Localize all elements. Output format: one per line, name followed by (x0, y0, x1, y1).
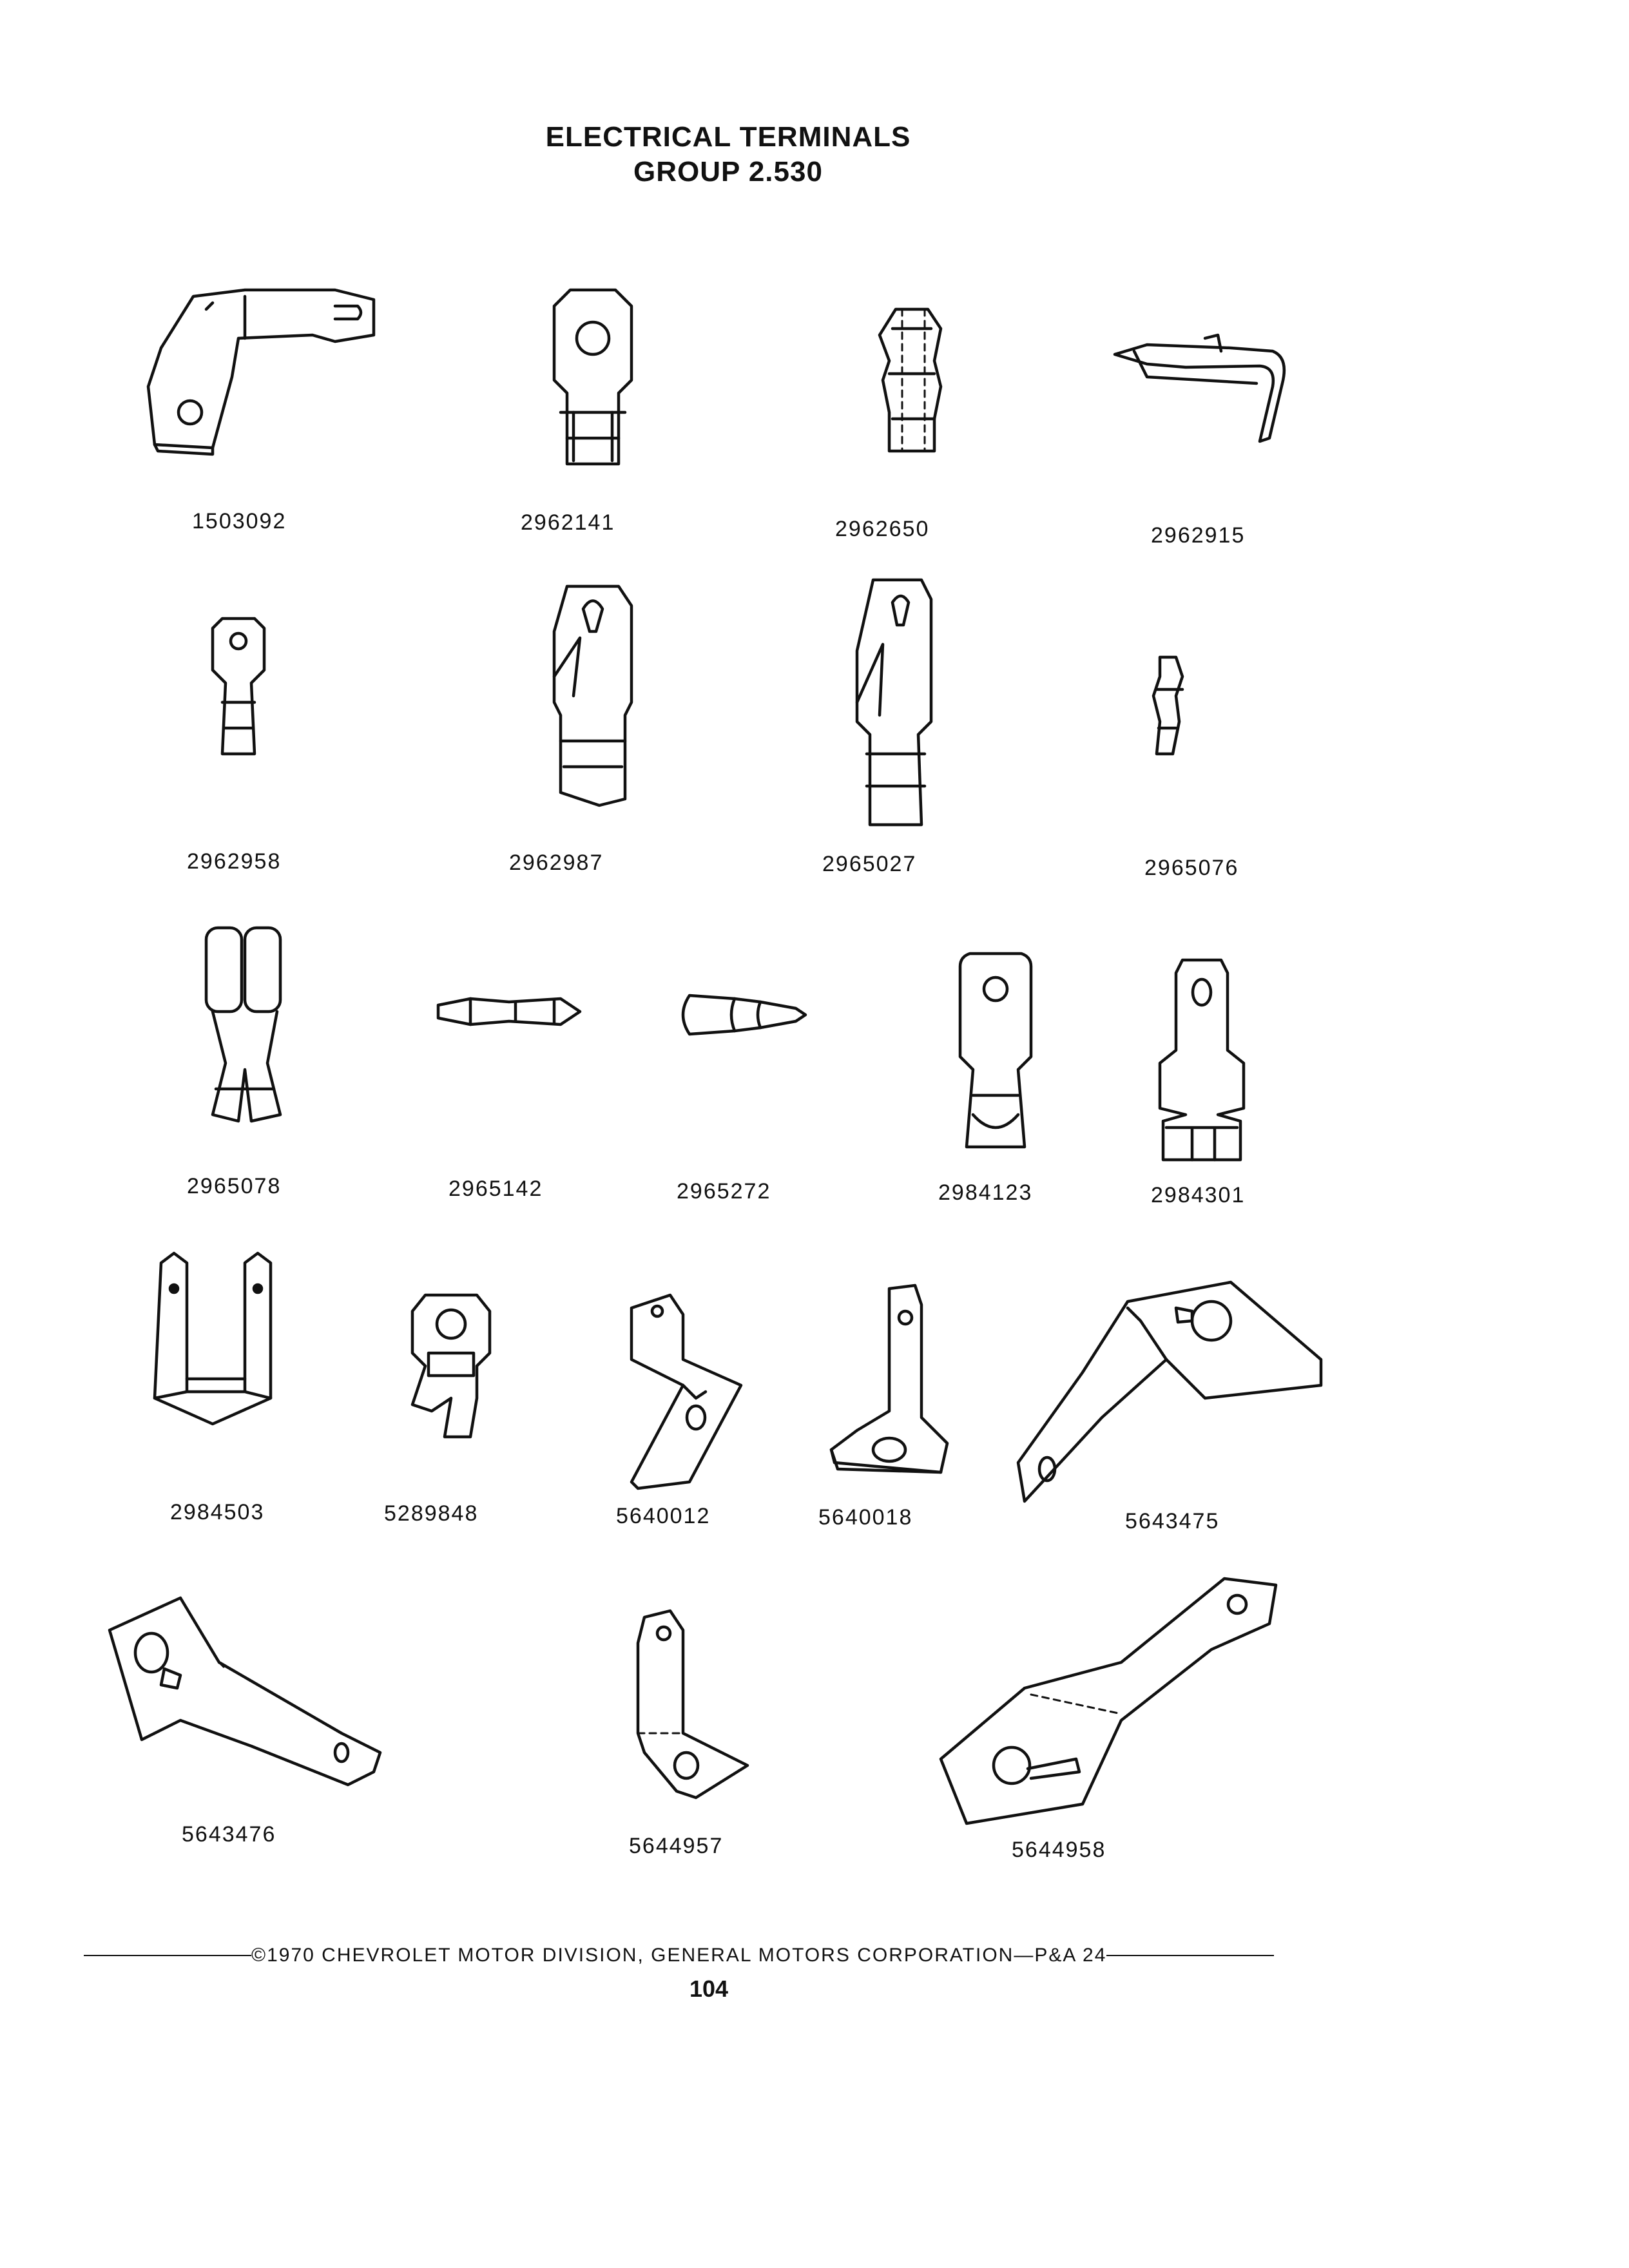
footer-rule-right (1106, 1955, 1274, 1956)
part-number: 5644957 (629, 1834, 724, 1858)
terminal-part (625, 1604, 760, 1804)
terminal-5644958-illustration (928, 1566, 1289, 1836)
part-number: 5643476 (182, 1822, 276, 1847)
part-number: 2962987 (509, 850, 604, 875)
terminal-2962987-illustration (535, 573, 651, 812)
part-number: 2962650 (835, 517, 930, 541)
terminal-2962650-illustration (870, 303, 954, 457)
terminal-2965272-illustration (670, 986, 812, 1044)
terminal-part (400, 1282, 503, 1443)
part-number: 1503092 (192, 509, 287, 533)
terminal-part (954, 947, 1037, 1153)
terminal-2965142-illustration (432, 986, 586, 1037)
terminal-part (103, 1591, 393, 1785)
part-number: 2965272 (677, 1179, 771, 1204)
part-number: 2962915 (1151, 523, 1246, 548)
part-number: 2984123 (938, 1180, 1033, 1205)
terminal-part (432, 986, 586, 1037)
part-number: 5640018 (818, 1505, 913, 1530)
part-number: 2965076 (1144, 856, 1239, 880)
terminal-2965076-illustration (1147, 651, 1192, 760)
part-number: 5640012 (616, 1504, 711, 1528)
terminal-part (670, 986, 812, 1044)
terminal-2984503-illustration (148, 1250, 277, 1430)
terminal-5644957-illustration (625, 1604, 760, 1804)
terminal-1503092-illustration (142, 277, 387, 457)
terminal-part (1108, 322, 1295, 451)
terminal-2962141-illustration (548, 284, 638, 470)
part-number: 2965142 (448, 1177, 543, 1201)
terminal-5643476-illustration (103, 1591, 393, 1785)
terminal-part (1153, 954, 1250, 1166)
terminal-2962915-illustration (1108, 322, 1295, 451)
page-number: 104 (689, 1975, 729, 2002)
part-number: 2984301 (1151, 1183, 1246, 1207)
terminal-part (844, 573, 954, 831)
terminal-2984123-illustration (954, 947, 1037, 1153)
terminal-part (870, 303, 954, 457)
terminal-part (535, 573, 651, 812)
terminal-5640012-illustration (619, 1289, 747, 1495)
terminal-part (142, 277, 387, 457)
footer-rule-left (84, 1955, 251, 1956)
terminal-5640018-illustration (818, 1282, 960, 1482)
terminal-2984301-illustration (1153, 954, 1250, 1166)
terminal-part (1147, 651, 1192, 760)
terminal-5289848-illustration (400, 1282, 503, 1443)
part-number: 2962958 (187, 849, 282, 874)
terminal-part (206, 612, 271, 760)
terminal-part (619, 1289, 747, 1495)
part-number: 2965078 (187, 1174, 282, 1198)
terminal-part (818, 1282, 960, 1482)
terminal-5643475-illustration (1012, 1269, 1334, 1508)
terminal-part (1012, 1269, 1334, 1508)
terminal-part (928, 1566, 1289, 1836)
part-number: 5289848 (384, 1501, 479, 1526)
terminal-2962958-illustration (206, 612, 271, 760)
part-number: 2984503 (170, 1500, 265, 1524)
terminal-2965078-illustration (193, 908, 296, 1128)
terminal-part (193, 908, 296, 1128)
footer-copyright (84, 1945, 1347, 1966)
part-number: 5644958 (1012, 1838, 1106, 1862)
group-label: GROUP 2.530 (633, 156, 823, 187)
part-number: 5643475 (1125, 1509, 1220, 1533)
terminal-part (548, 284, 638, 470)
page-title: ELECTRICAL TERMINALS (545, 121, 911, 153)
part-number: 2962141 (521, 510, 615, 535)
copyright-text: ©1970 CHEVROLET MOTOR DIVISION, GENERAL MOTORS CORPORATION—P&A 24 (251, 1945, 1107, 1966)
part-number: 2965027 (822, 852, 917, 876)
terminal-part (148, 1250, 277, 1430)
terminal-2965027-illustration (844, 573, 954, 831)
